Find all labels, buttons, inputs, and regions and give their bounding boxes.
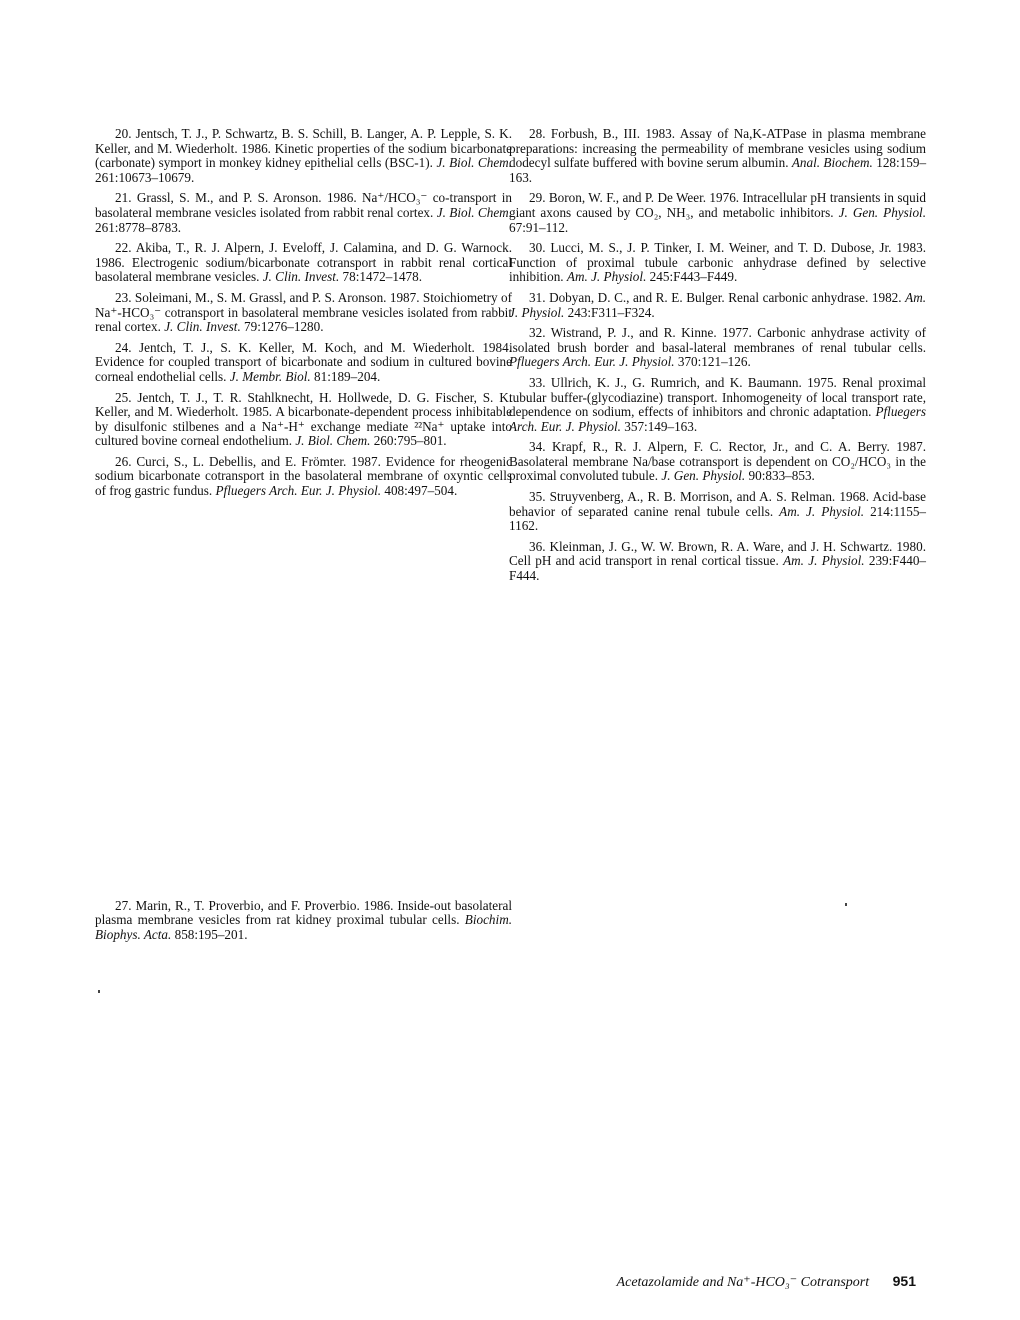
reference-item: 23. Soleimani, M., S. M. Grassl, and P. S. Aronson. 1987. Stoichiometry of Na⁺-HCO₃⁻ cotransport in basolateral membrane vesicles isolated from rabbit renal cortex. J. Clin. Invest. 79:1276–1280.: [95, 289, 513, 335]
reference-item: 24. Jentch, T. J., S. K. Keller, M. Koch, and M. Wiederholt. 1984. Evidence for coupled transport of bicarbonate and sodium in cultured bovine corneal endothelial cells. J. Membr. Biol. 81:189–204.: [95, 339, 513, 384]
reference-item: 26. Curci, S., L. Debellis, and E. Frömter. 1987. Evidence for rheogenic sodium bicarbonate cotransport in the basolateral membrane of oxyntic cells of frog gastric fundus. Pfluegers Arch. Eur. J. Physiol. 408:497–504.: [95, 453, 513, 499]
scan-speck: [98, 990, 100, 993]
reference-item: 27. Marin, R., T. Proverbio, and F. Proverbio. 1986. Inside-out basolateral plasma membrane vesicles from rat kidney proximal tubular cells. Biochim. Biophys. Acta. 858:195–201.: [95, 897, 513, 942]
reference-item: 30. Lucci, M. S., J. P. Tinker, I. M. Weiner, and T. D. Dubose, Jr. 1983. Function of proximal tubule carbonic anhydrase defined by selective inhibition. Am. J. Physiol. 245:F443–F449.: [509, 240, 926, 285]
reference-item: 36. Kleinman, J. G., W. W. Brown, R. A. Ware, and J. H. Schwartz. 1980. Cell pH and acid transport in renal cortical tissue. Am. J. Physiol. 239:F440–F444.: [509, 538, 927, 584]
reference-item: 22. Akiba, T., R. J. Alpern, J. Eveloff, J. Calamina, and D. G. Warnock. 1986. Electrogenic sodium/bicarbonate cotransport in rabbit renal cortical basolateral membrane vesicles. J. Clin. Invest. 78:1472–1478.: [95, 240, 513, 285]
page-footer: [617, 1273, 916, 1291]
reference-item: 35. Struyvenberg, A., R. B. Morrison, and A. S. Relman. 1968. Acid-base behavior of separated canine renal tubule cells. Am. J. Physiol. 214:1155–1162.: [509, 489, 927, 534]
running-title: Acetazolamide and Na⁺-HCO₃⁻ Cotransport: [616, 1275, 870, 1290]
reference-item: 33. Ullrich, K. J., G. Rumrich, and K. Baumann. 1975. Renal proximal tubular buffer-(glycodiazine) transport. Inhomogeneity of local transport rate, dependence on sodium, effects of inhibitors and chronic adaptation. Pfluegers Arch. Eur. J. Physiol. 357:149–163.: [509, 374, 926, 434]
reference-item: 29. Boron, W. F., and P. De Weer. 1976. Intracellular pH transients in squid giant axons caused by CO₂, NH₃, and metabolic inhibitors. J. Gen. Physiol. 67:91–112.: [509, 190, 926, 235]
reference-item: 25. Jentch, T. J., T. R. Stahlknecht, H. Hollwede, D. G. Fischer, S. K. Keller, and M. Wiederholt. 1985. A bicarbonate-dependent process inhibitable by disulfonic stilbenes and a Na⁺-H⁺ exchange mediate ²²Na⁺ uptake into cultured bovine corneal endothelium. J. Biol. Chem. 260:795–801.: [95, 389, 513, 449]
reference-item: 32. Wistrand, P. J., and R. Kinne. 1977. Carbonic anhydrase activity of isolated brush border and basal-lateral membranes of renal tubular cells. Pfluegers Arch. Eur. J. Physiol. 370:121–126.: [509, 325, 926, 370]
reference-column-left: [95, 127, 512, 948]
reference-column-right: [509, 127, 926, 590]
page-number: 951: [892, 1273, 916, 1289]
reference-item: 21. Grassl, S. M., and P. S. Aronson. 1986. Na⁺/HCO₃⁻ co-transport in basolateral membrane vesicles isolated from rabbit renal cortex. J. Biol. Chem. 261:8778–8783.: [95, 190, 513, 235]
reference-item: 28. Forbush, B., III. 1983. Assay of Na,K-ATPase in plasma membrane preparations: increasing the permeability of membrane vesicles using sodium dodecyl sulfate buffered with bovine serum albumin. Anal. Biochem. 128:159–163.: [509, 126, 927, 185]
scan-speck: [845, 903, 847, 906]
reference-item: 31. Dobyan, D. C., and R. E. Bulger. Renal carbonic anhydrase. 1982. Am. J. Physiol. 243:F311–F324.: [509, 289, 927, 320]
reference-item: 34. Krapf, R., R. J. Alpern, F. C. Rector, Jr., and C. A. Berry. 1987. Basolateral membrane Na/base cotransport is dependent on CO₂/HCO₃ in the proximal convoluted tubule. J. Gen. Physiol. 90:833–853.: [509, 439, 927, 484]
reference-item: 20. Jentsch, T. J., P. Schwartz, B. S. Schill, B. Langer, A. P. Lepple, S. K. Keller, and M. Wiederholt. 1986. Kinetic properties of the sodium bicarbonate (carbonate) symport in monkey kidney epithelial cells (BSC-1). J. Biol. Chem. 261:10673–10679.: [95, 126, 512, 185]
